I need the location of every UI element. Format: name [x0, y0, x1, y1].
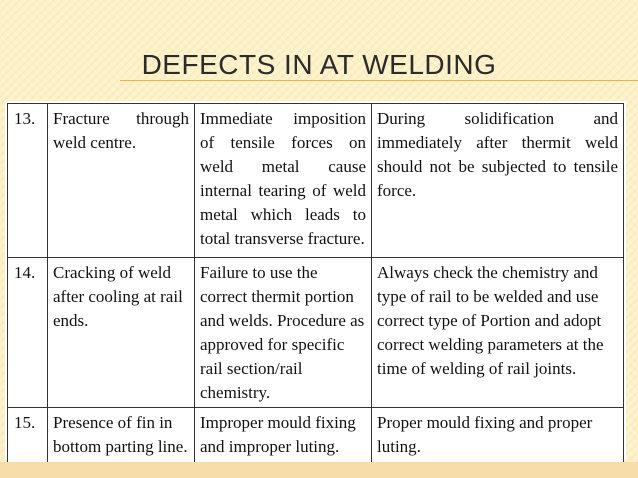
defects-table-container [5, 101, 626, 460]
remedy-cell: Proper mould fixing and proper luting. [372, 408, 624, 475]
remedy-cell: During solidification and immediately after thermit weld should not be subjected to tensile force. [372, 104, 624, 258]
table-row [8, 104, 624, 258]
row-number: 15. [8, 408, 48, 475]
row-number: 13. [8, 104, 48, 258]
title-underline [120, 80, 638, 81]
footer-band [0, 462, 638, 478]
defects-table [7, 103, 624, 475]
slide-title: DEFECTS IN AT WELDING [141, 49, 497, 80]
table-row [8, 258, 624, 408]
defect-cell: Presence of fin in bottom parting line. [48, 408, 195, 475]
defect-cell: Cracking of weld after cooling at rail ends. [48, 258, 195, 408]
row-number: 14. [8, 258, 48, 408]
cause-cell: Failure to use the correct thermit portion and welds. Procedure as approved for specific rail section/rail chemistry. [195, 258, 372, 408]
cause-cell: Immediate imposition of tensile forces on weld metal cause internal tearing of weld metal which leads to total transverse fracture. [195, 104, 372, 258]
defect-cell: Fracture through weld centre. [48, 104, 195, 258]
remedy-cell: Always check the chemistry and type of rail to be welded and use correct type of Portion and adopt correct welding parameters at the time of welding of rail joints. [372, 258, 624, 408]
cause-cell: Improper mould fixing and improper luting. [195, 408, 372, 475]
